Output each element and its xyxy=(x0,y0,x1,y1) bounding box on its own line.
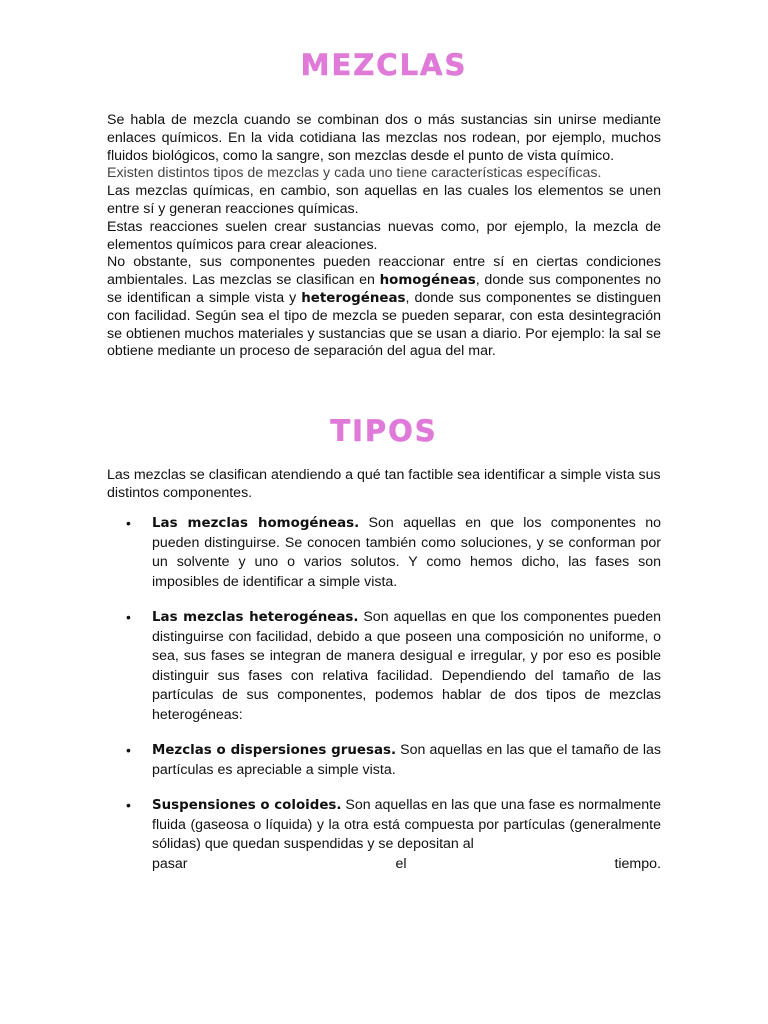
intro-p5-part-c: , donde sus componentes no se identifican a simple vista y xyxy=(107,272,661,306)
intro-paragraph-3-rest: , en cambio, son aquellas en las cuales los elementos se unen entre sí y generan reacciones químicas. xyxy=(107,183,661,217)
item-term: Suspensiones o coloides. xyxy=(152,798,342,813)
item-term: Las mezclas homogéneas. xyxy=(152,516,360,531)
intro-p5-part-e: , donde sus componentes se distinguen con facilidad. Según sea el tipo de mezcla se pueden separar, con esta desintegración se obtienen muchos materiales y sustancias que se usan a diario. Por ejemplo: la sal se obtiene mediante un proceso de separación del agua del mar. xyxy=(107,289,661,360)
last-word-1: pasar xyxy=(152,855,188,872)
item-text: Son aquellas en que los componentes pueden distinguirse con facilidad, debido a que poseen una composición no uniforme, o sea, sus fases se integran de manera desigual e irregular, y por eso es posible distinguir sus fases con relativa facilidad. Dependiendo del tamaño de las partículas de sus componentes, podemos hablar de dos tipos de mezclas heterogéneas: xyxy=(152,609,661,723)
bullet-icon: • xyxy=(126,515,131,531)
intro-paragraph-4: Estas reacciones suelen crear sustancias nuevas como, por ejemplo, la mezcla de elementos químicos para crear aleaciones. xyxy=(107,218,661,253)
title-mezclas: MEZCLAS xyxy=(300,48,468,82)
tipos-intro: Las mezclas se clasifican atendiendo a qué tan factible sea identificar a simple vista sus distintos componentes. xyxy=(107,467,661,501)
last-word-2: el xyxy=(395,855,407,872)
list-item xyxy=(107,608,661,725)
item-text: Son aquellas en las que una fase es normalmente fluida (gaseosa o líquida) y la otra está compuesta por partículas (generalmente sólidas) que quedan suspendidas y se depositan al xyxy=(152,797,661,852)
intro-section xyxy=(107,112,661,361)
intro-paragraph-5 xyxy=(107,254,661,361)
item-term: Las mezclas heterogéneas. xyxy=(152,610,359,625)
item-term: Mezclas o dispersiones gruesas. xyxy=(152,743,397,758)
intro-p5-part-a: No obstante, sus componentes pueden reaccionar entre sí en ciertas condiciones ambientales. Las mezclas se clasifican en xyxy=(107,254,661,289)
last-word-3: tiempo. xyxy=(614,855,661,872)
title-tipos: TIPOS xyxy=(330,414,438,448)
term-heterogeneas: heterogéneas xyxy=(301,290,406,306)
term-mezclas-quimicas: Las mezclas químicas xyxy=(107,183,250,200)
bullet-icon: • xyxy=(126,609,131,625)
bullet-icon: • xyxy=(126,742,131,758)
bullet-icon: • xyxy=(126,797,131,813)
term-homogeneas: homogéneas xyxy=(379,273,476,289)
intro-paragraph-1: Se habla de mezcla cuando se combinan dos o más sustancias sin unirse mediante enlaces químicos. En la vida cotidiana las mezclas nos rodean, por ejemplo, muchos fluidos biológicos, como la sangre, son mezclas desde el punto de vista químico. xyxy=(107,112,661,164)
item-text: Son aquellas en las que el tamaño de las partículas es apreciable a simple vista. xyxy=(152,742,661,778)
item-text: Son aquellas en que los componentes no pueden distinguirse. Se conocen también como soluciones, y se conforman por un solvente y uno o varios solutos. Y como hemos dicho, las fases son imposibles de identificar a simple vista. xyxy=(152,515,661,590)
list-item xyxy=(107,741,661,780)
list-item xyxy=(107,796,661,874)
intro-paragraph-2: Existen distintos tipos de mezclas y cada uno tiene características específicas. xyxy=(107,165,602,182)
tipos-list xyxy=(107,514,661,874)
item-last-line xyxy=(152,855,661,875)
intro-paragraph-3 xyxy=(107,183,661,219)
list-item xyxy=(107,514,661,592)
